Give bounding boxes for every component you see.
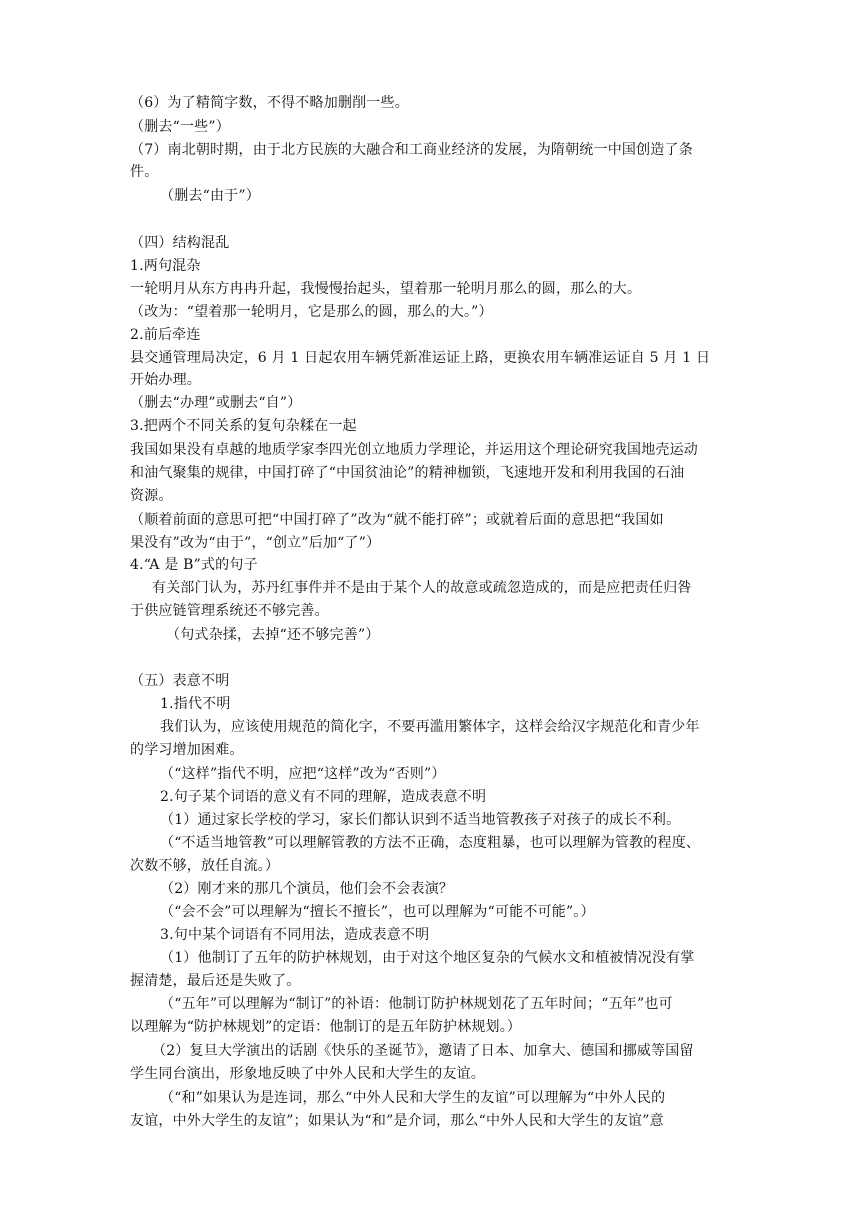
text-line: （6）为了精简字数，不得不略加删削一些。 (130, 95, 409, 111)
text-line: 的学习增加困难。 (130, 742, 244, 758)
text-line: 友谊，中外大学生的友谊”；如果认为“和”是介词，那么“中外人民和大学生的友谊”意 (130, 1113, 664, 1129)
subheading: 1.两句混杂 (130, 258, 201, 274)
text-line: 次数不够，放任自流。） (130, 858, 280, 874)
text-line: 县交通管理局决定，6 月 1 日起农用车辆凭新准运证上路，更换农用车辆准运证自 5 月 1 日 (130, 350, 711, 366)
subheading: 3.句中某个词语有不同用法，造成表意不明 (160, 927, 430, 943)
text-line: （删去“一些”） (130, 119, 230, 135)
section-heading: （五）表意不明 (130, 673, 230, 689)
subheading: 1.指代不明 (160, 696, 231, 712)
text-line: 于供应链管理系统还不够完善。 (130, 603, 329, 619)
text-line: 学生同台演出，形象地反映了中外人民和大学生的友谊。 (130, 1066, 485, 1082)
text-line: （删去“办理”或删去“自”） (130, 395, 302, 411)
subheading: 3.把两个不同关系的复句杂糅在一起 (130, 418, 357, 434)
text-line: （1）通过家长学校的学习，家长们都认识到不适当地管教孩子对孩子的成长不利。 (160, 812, 681, 828)
text-line: 握清楚，最后还是失败了。 (130, 973, 301, 989)
text-line: （“不适当地管教”可以理解管教的方法不正确，态度粗暴，也可以理解为管教的程度、 (160, 835, 701, 851)
text-line: 和油气聚集的规律，中国打碎了“中国贫油论”的精神枷锁，飞速地开发和利用我国的石油 (130, 465, 685, 481)
text-line: 我国如果没有卓越的地质学家李四光创立地质力学理论，并运用这个理论研究我国地壳运动 (130, 442, 698, 458)
text-line: 一轮明月从东方冉冉升起，我慢慢抬起头，望着那一轮明月那么的圆，那么的大。 (130, 281, 642, 297)
text-line: （1）他制订了五年的防护林规划，由于对这个地区复杂的气候水文和植被情况没有掌 (160, 950, 695, 966)
text-line: （“会不会”可以理解为“擅长不擅长”，也可以理解为“可能不可能”。） (160, 904, 595, 920)
text-line: 资源。 (130, 488, 173, 504)
text-line: （7）南北朝时期，由于北方民族的大融合和工商业经济的发展，为隋朝统一中国创造了条 (130, 142, 693, 158)
text-line: （顺着前面的意思可把“中国打碎了”改为“就不能打碎”；或就着后面的意思把“我国如 (130, 512, 664, 528)
text-line: 我们认为，应该使用规范的简化字，不要再滥用繁体字，这样会给汉字规范化和青少年 (160, 719, 700, 735)
text-line: 有关部门认为，苏丹红事件并不是由于某个人的故意或疏忽造成的，而是应把责任归咎 (152, 580, 692, 596)
subheading: 2.前后牵连 (130, 327, 201, 343)
text-line: （2）刚才来的那几个演员，他们会不会表演？ (160, 881, 454, 897)
text-line: （“五年”可以理解为“制订”的补语：他制订防护林规划花了五年时间；“五年”也可 (160, 996, 673, 1012)
section-heading: （四）结构混乱 (130, 235, 230, 251)
text-line: 以理解为“防护林规划”的定语：他制订的是五年防护林规划。） (130, 1019, 522, 1035)
text-line: （“和”如果认为是连词，那么“中外人民和大学生的友谊”可以理解为“中外人民的 (160, 1090, 666, 1106)
subheading: 4.“A 是 B”式的句子 (130, 557, 258, 573)
text-line: 件。 (130, 164, 159, 180)
text-line: 果没有”改为“由于”，“创立”后加“了”） (130, 535, 381, 551)
text-line: （2）复旦大学演出的话剧《快乐的圣诞节》，邀请了日本、加拿大、德国和挪威等国留 (152, 1043, 694, 1059)
subheading: 2.句子某个词语的意义有不同的理解，造成表意不明 (160, 789, 487, 805)
text-line: 开始办理。 (130, 372, 201, 388)
text-line: （改为：“望着那一轮明月，它是那么的圆，那么的大。”） (130, 304, 493, 320)
text-line: （“这样”指代不明，应把“这样”改为“否则”） (160, 766, 446, 782)
text-line: （句式杂揉，去掉“还不够完善”） (166, 627, 380, 643)
text-line: （删去“由于”） (160, 188, 260, 204)
